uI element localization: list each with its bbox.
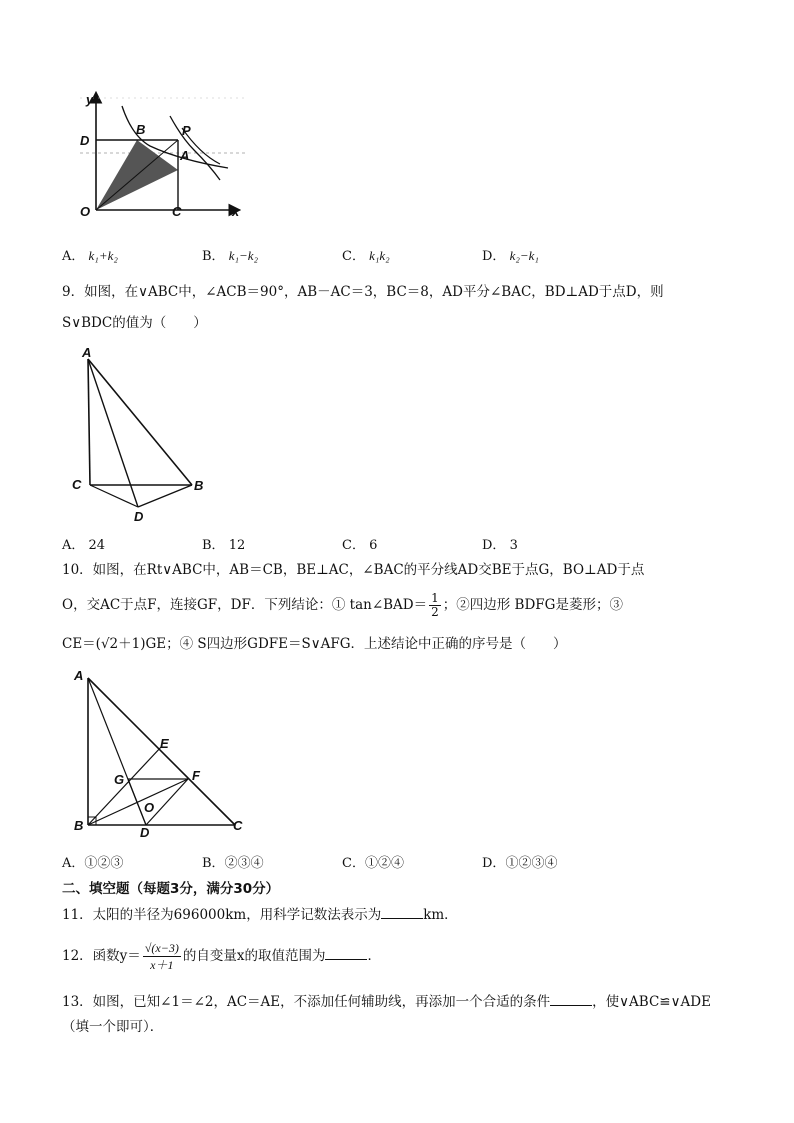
q8-label-B: B [136, 122, 146, 137]
q9-option-b: B． 12 [202, 538, 246, 553]
q8-label-P: P [182, 123, 191, 138]
q10-label-F: F [192, 768, 200, 783]
q9-label-B: B [194, 478, 204, 493]
q10-label-E: E [160, 736, 169, 751]
q8-option-a: A． k₁+k₂ [62, 248, 118, 264]
q10-figure [70, 668, 255, 838]
q10-frac-den: 2 [431, 605, 439, 619]
q8-figure [70, 88, 250, 223]
q10-label-C: C [233, 818, 243, 833]
q10-text-line2: O，交AC于点F，连接GF，DF．下列结论：① tan∠BAD＝ $\frac{1}{2}$ ；②四边形 BDFG是菱形；③ [62, 591, 623, 619]
q10-label-B: B [74, 818, 84, 833]
q12-frac-num: √(x−3) [144, 941, 179, 955]
q10-option-a: A．①②③ [62, 856, 124, 871]
q9-option-d: D． 3 [482, 538, 518, 553]
q9-option-a: A． 24 [62, 538, 106, 553]
q10-option-b: B．②③④ [202, 856, 264, 871]
q10-label-D: D [140, 825, 150, 838]
q10-label-A: A [74, 668, 84, 683]
q13-answer-blank[interactable] [550, 993, 592, 1006]
q8-label-x: x [232, 204, 240, 219]
q9-label-A: A [82, 345, 92, 360]
q8-label-A: A [180, 148, 190, 163]
q9-label-C: C [72, 477, 82, 492]
q10-text-line3: CE＝(√2＋1)GE；④ S四边形GDFE＝S∨AFG．上述结论中正确的序号是（ ） [62, 636, 567, 652]
q9-text-line2: S∨BDC的值为（ ） [62, 315, 207, 331]
q12-answer-blank[interactable] [325, 947, 367, 960]
q10-label-O: O [144, 800, 155, 815]
q11-answer-blank[interactable] [381, 906, 423, 919]
q13-text-line2: （填一个即可）． [62, 1019, 164, 1035]
q8-label-D: D [80, 133, 90, 148]
q10-text-line1: 10．如图，在Rt∨ABC中，AB＝CB，BE⊥AC，∠BAC的平分线AD交BE于点G，BO⊥AD于点 [62, 562, 645, 578]
q8-label-y: y [86, 92, 94, 107]
q13-text-line1: 13．如图，已知∠1＝∠2，AC＝AE，不添加任何辅助线，再添加一个合适的条件 ，使∨ABC≌∨ADE [62, 994, 711, 1010]
q12-text: 12．函数y＝ $\frac{√(x-3)}{x+1}$ 的自变量x的取值范围为 ． [62, 941, 381, 972]
q8-option-c: C． k₁k₂ [342, 248, 390, 264]
q8-option-d: D． k₂−k₁ [482, 248, 539, 264]
q8-option-b: B． k₁−k₂ [202, 248, 259, 264]
q8-label-O: O [80, 204, 91, 219]
q9-text-line1: 9．如图，在∨ABC中，∠ACB＝90°，AB－AC＝3，BC＝8，AD平分∠BAC，BD⊥AD于点D，则 [62, 284, 664, 300]
q10-label-G: G [114, 772, 125, 787]
q8-label-C: C [172, 204, 182, 219]
q10-option-d: D．①②③④ [482, 856, 558, 871]
q10-option-c: C．①②④ [342, 856, 404, 871]
section2-title: 二、填空题（每题3分，满分30分） [62, 881, 280, 897]
q9-option-c: C． 6 [342, 538, 378, 553]
q9-figure [70, 345, 220, 525]
q11-text: 11．太阳的半径为696000km，用科学记数法表示为 km． [62, 907, 458, 923]
q10-frac-num: 1 [431, 591, 439, 605]
q12-frac-den: x＋1 [150, 958, 174, 972]
q9-label-D: D [134, 509, 144, 524]
